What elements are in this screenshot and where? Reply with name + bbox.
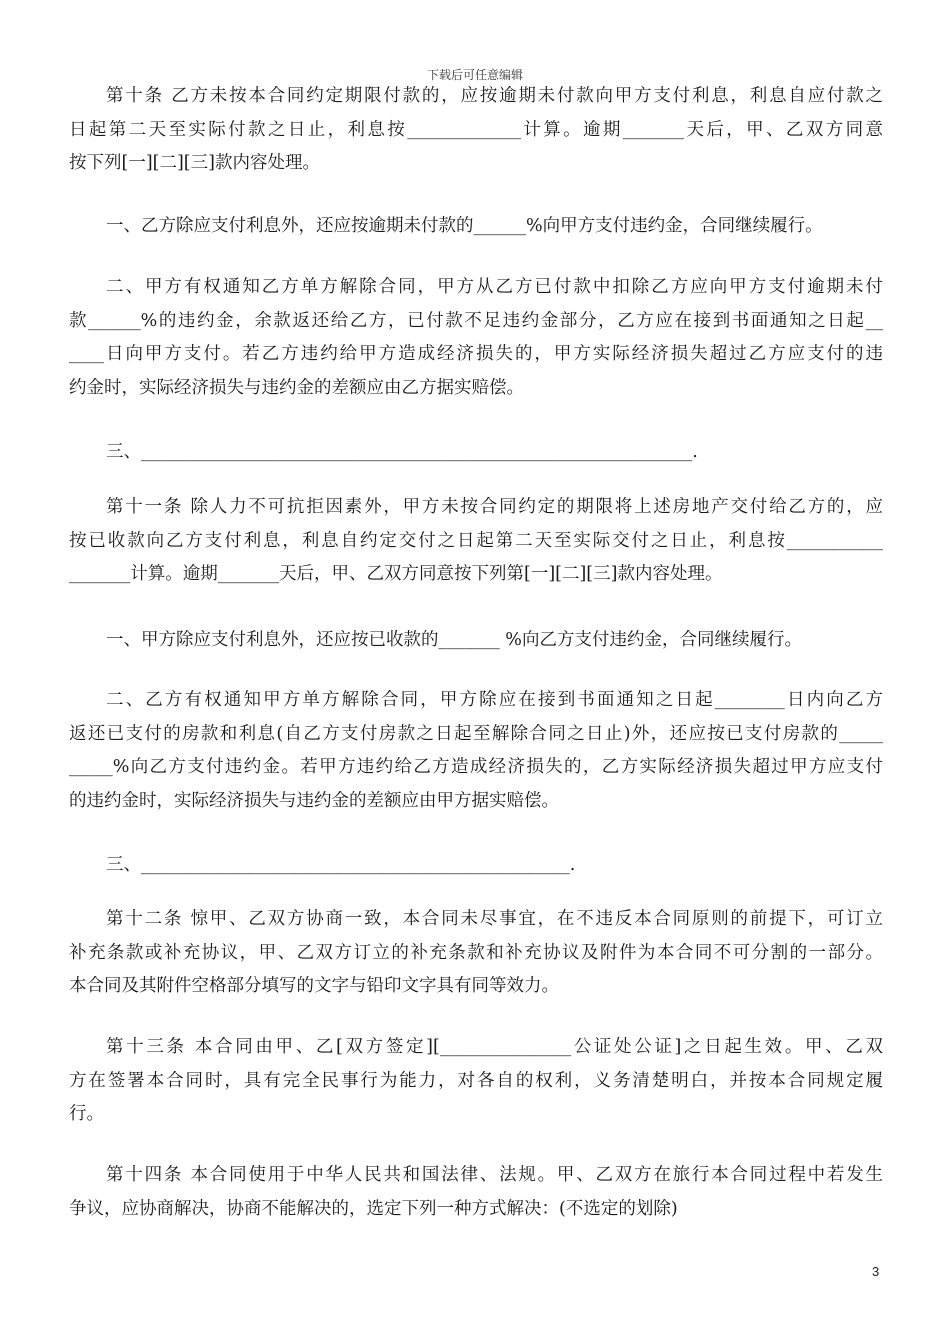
- paragraph-line: 补充条款或补充协议，甲、乙双方订立的补充条款和补充协议及附件为本合同不可分割的一部分。: [69, 942, 883, 963]
- paragraph-line: 一、乙方除应支付利息外，还应按逾期未付款的______%向甲方支付违约金，合同继续履行。: [106, 216, 823, 236]
- paragraph-line: 方在签署本合同时，具有完全民事行为能力，对各自的权利，义务清楚明白，并按本合同规定履: [69, 1070, 883, 1091]
- paragraph-line: _______计算。逾期_______天后，甲、乙双方同意按下列第[一][二][三]款内容处理。: [69, 564, 723, 584]
- paragraph-line: 争议，应协商解决，协商不能解决的，选定下列一种方式解决：(不选定的划除): [69, 1198, 678, 1219]
- paragraph-line: 第十条 乙方未按本合同约定期限付款的，应按逾期未付款向甲方支付利息，利息自应付款之: [106, 86, 883, 106]
- paragraph-line: 日起第二天至实际付款之日止，利息按_____________计算。逾期_______天后，甲、乙双方同意: [69, 119, 883, 140]
- page-header: 下载后可任意编辑: [426, 68, 523, 82]
- paragraph-line: 三、_________________________________________________.: [106, 855, 576, 875]
- paragraph-line: 返还已支付的房款和利息(自乙方支付房款之日起至解除合同之日止)外，还应按已支付房款的_____: [69, 723, 883, 744]
- paragraph-art11-3: [69, 849, 883, 883]
- paragraph-line: 本合同及其附件空格部分填写的文字与铅印文字具有同等效力。: [69, 976, 559, 996]
- paragraph-line: 按下列[一][二][三]款内容处理。: [69, 153, 320, 173]
- paragraph-line: 约金时，实际经济损失与违约金的差额应由乙方据实赔偿。: [69, 377, 524, 398]
- paragraph-line: 第十一条 除人力不可抗拒因素外，甲方未按合同约定的期限将上述房地产交付给乙方的，应: [106, 497, 883, 517]
- page-number: 3: [872, 1264, 880, 1279]
- paragraph-line: 二、甲方有权通知乙方单方解除合同，甲方从乙方已付款中扣除乙方应向甲方支付逾期未付: [106, 277, 883, 297]
- paragraph-art10-1: [69, 210, 883, 244]
- paragraph-art14: [69, 1159, 883, 1226]
- paragraph-art11-2: [69, 684, 883, 818]
- paragraph-line: 第十三条 本合同由甲、乙[双方签定][_______________公证处公证]之日起生效。甲、乙双: [106, 1037, 883, 1057]
- paragraph-art12: [69, 903, 883, 1004]
- paragraph-art11-1: [69, 624, 883, 658]
- paragraph-line: 二、乙方有权通知甲方单方解除合同，甲方除应在接到书面通知之日起________日内向乙方: [106, 690, 883, 710]
- paragraph-line: 三、_______________________________________________________________.: [106, 442, 698, 462]
- paragraph-line: 按已收款向乙方支付利息，利息自约定交付之日起第二天至实际交付之日止，利息按___________: [69, 530, 883, 551]
- paragraph-line: ____日向甲方支付。若乙方违约给甲方造成经济损失的，甲方实际经济损失超过乙方应支付的违: [69, 344, 883, 364]
- paragraph-line: 行。: [69, 1104, 104, 1124]
- paragraph-line: 款______%的违约金，余款返还给乙方，已付款不足违约金部分，乙方应在接到书面通知之日起__: [69, 310, 883, 331]
- paragraph-art10: [69, 80, 883, 181]
- paragraph-line: 一、甲方除应支付利息外，还应按已收款的_______ %向乙方支付违约金，合同继续履行。: [106, 630, 802, 650]
- paragraph-line: 第十四条 本合同使用于中华人民共和国法律、法规。甲、乙双方在旅行本合同过程中若发生: [106, 1165, 883, 1185]
- paragraph-art10-3: [69, 436, 883, 470]
- paragraph-art10-2: [69, 271, 883, 405]
- paragraph-line: _____%向乙方支付违约金。若甲方违约给乙方造成经济损失的，乙方实际经济损失超过甲方应支付: [69, 757, 883, 777]
- paragraph-art11: [69, 491, 883, 592]
- paragraph-line: 的违约金时，实际经济损失与违约金的差额应由甲方据实赔偿。: [69, 790, 559, 811]
- paragraph-art13: [69, 1031, 883, 1132]
- paragraph-line: 第十二条 惊甲、乙双方协商一致，本合同未尽事宜，在不违反本合同原则的前提下，可订立: [106, 909, 883, 929]
